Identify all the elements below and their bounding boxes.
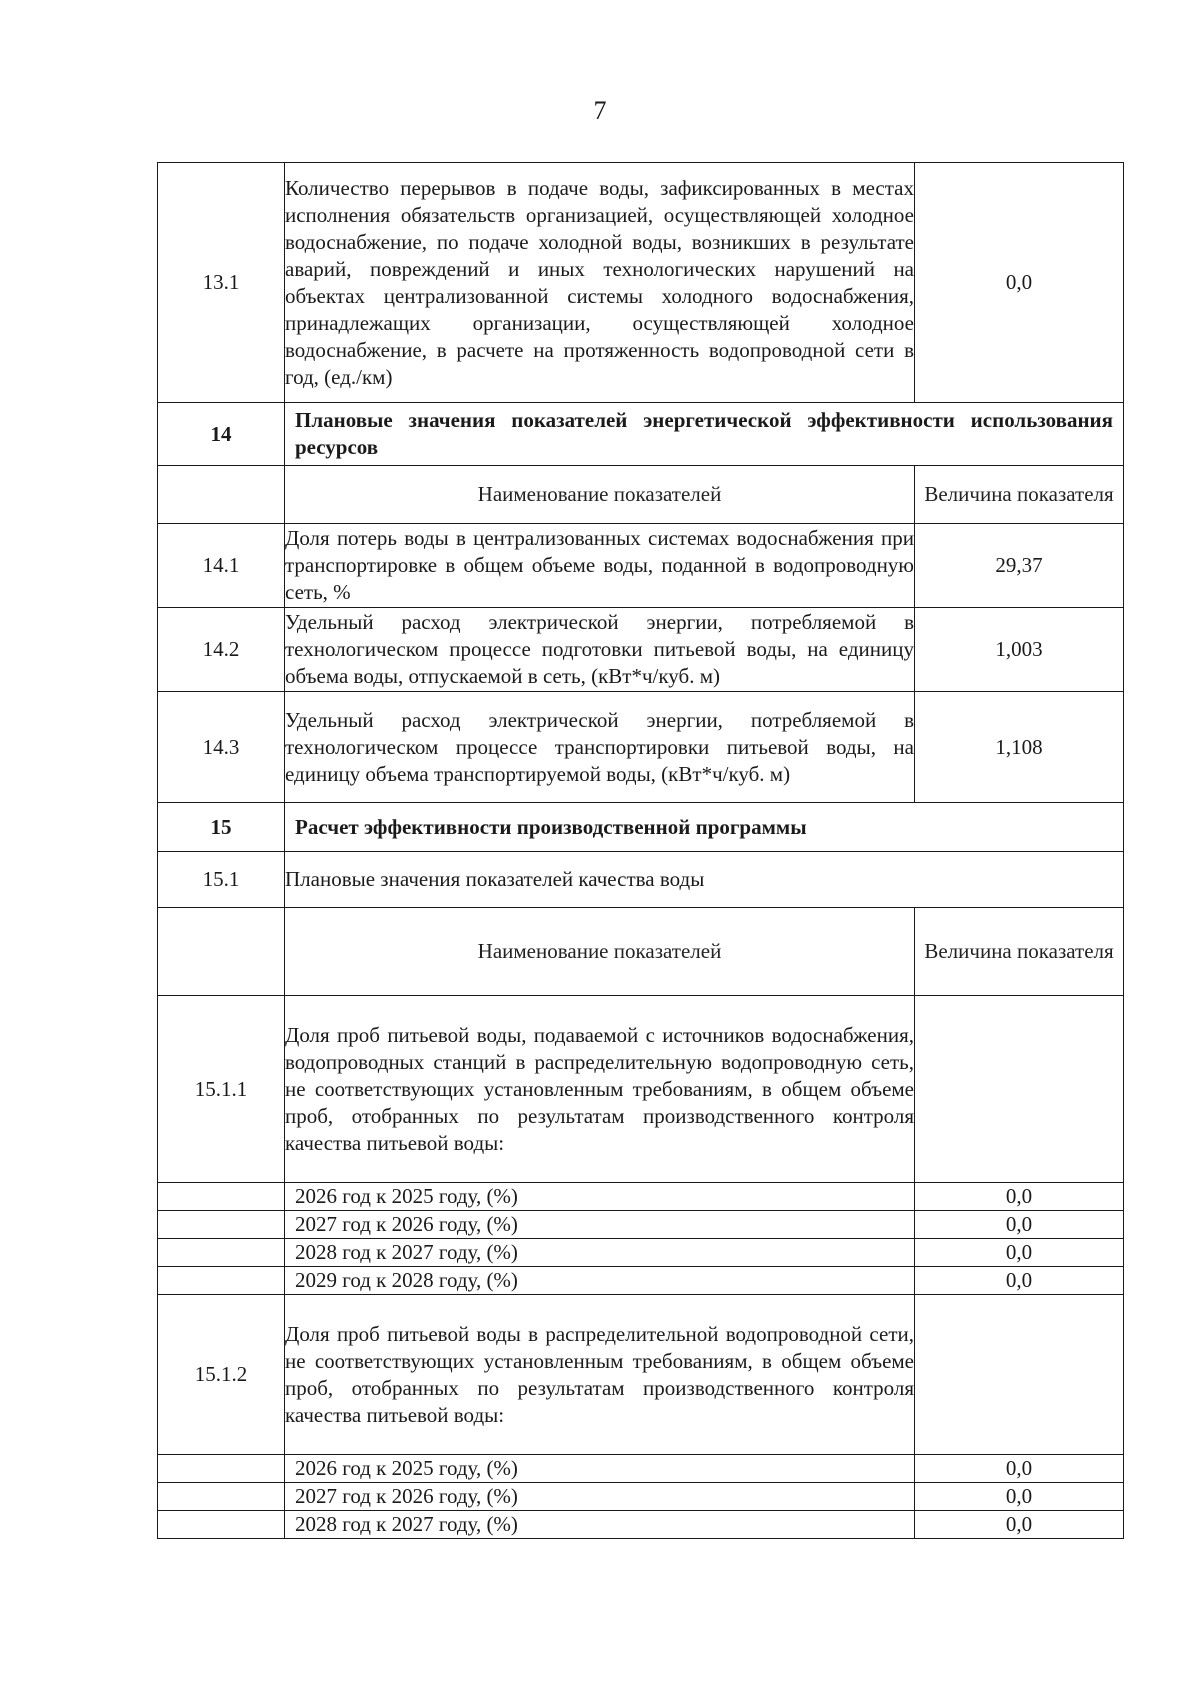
- year-value: 0,0: [915, 1239, 1124, 1267]
- indicator-value: [915, 996, 1124, 1183]
- indicators-table: [157, 162, 1124, 1539]
- indicator-value: 1,003: [915, 608, 1124, 692]
- year-row: [158, 1511, 1124, 1539]
- value-column-header: Величина показателя: [915, 908, 1124, 996]
- section-row: [158, 803, 1124, 852]
- empty-cell: [158, 1455, 285, 1483]
- name-column-header: Наименование показателей: [285, 908, 915, 996]
- year-label: 2028 год к 2027 году, (%): [285, 1511, 915, 1539]
- year-value: 0,0: [915, 1455, 1124, 1483]
- empty-cell: [158, 1267, 285, 1295]
- year-label: 2028 год к 2027 году, (%): [285, 1239, 915, 1267]
- empty-cell: [158, 1511, 285, 1539]
- indicator-name: Удельный расход электрической энергии, потребляемой в технологическом процессе транспортировки питьевой воды, на единицу объема транспортируемой воды, (кВт*ч/куб. м): [285, 692, 915, 803]
- row-number: 15.1.2: [158, 1295, 285, 1455]
- row-number: 14.3: [158, 692, 285, 803]
- name-column-header: Наименование показателей: [285, 466, 915, 524]
- row-number: 13.1: [158, 163, 285, 403]
- indicator-value: [915, 1295, 1124, 1455]
- table-row: [158, 692, 1124, 803]
- section-title: Плановые значения показателей энергетической эффективности использования ресурсов: [285, 403, 1124, 466]
- row-number: 15.1.1: [158, 996, 285, 1183]
- indicator-name: Доля проб питьевой воды, подаваемой с источников водоснабжения, водопроводных станций в распределительную водопроводную сеть, не соответствующих установленным требованиям, в общем объеме проб, отобранных по результатам производственного контроля качества питьевой воды:: [285, 996, 915, 1183]
- year-value: 0,0: [915, 1211, 1124, 1239]
- indicator-value: 1,108: [915, 692, 1124, 803]
- year-label: 2026 год к 2025 году, (%): [285, 1455, 915, 1483]
- indicator-name: Доля проб питьевой воды в распределительной водопроводной сети, не соответствующих установленным требованиям, в общем объеме проб, отобранных по результатам производственного контроля качества питьевой воды:: [285, 1295, 915, 1455]
- table-row: [158, 608, 1124, 692]
- empty-cell: [158, 1239, 285, 1267]
- year-value: 0,0: [915, 1511, 1124, 1539]
- row-number: 15.1: [158, 852, 285, 908]
- header-row: [158, 466, 1124, 524]
- year-label: 2029 год к 2028 году, (%): [285, 1267, 915, 1295]
- year-row: [158, 1211, 1124, 1239]
- table-row: [158, 996, 1124, 1183]
- table-row: [158, 1295, 1124, 1455]
- year-label: 2026 год к 2025 году, (%): [285, 1183, 915, 1211]
- section-number: 14: [158, 403, 285, 466]
- section-number: 15: [158, 803, 285, 852]
- empty-cell: [158, 908, 285, 996]
- indicator-name: Количество перерывов в подаче воды, зафиксированных в местах исполнения обязательств организацией, осуществляющей холодное водоснабжение, по подаче холодной воды, возникших в результате аварий, повреждений и иных технологических нарушений на объектах централизованной системы холодного водоснабжения, принадлежащих организации, осуществляющей холодное водоснабжение, в расчете на протяженность водопроводной сети в год, (ед./км): [285, 163, 915, 403]
- indicator-name: Удельный расход электрической энергии, потребляемой в технологическом процессе подготовки питьевой воды, на единицу объема воды, отпускаемой в сеть, (кВт*ч/куб. м): [285, 608, 915, 692]
- year-label: 2027 год к 2026 году, (%): [285, 1211, 915, 1239]
- year-label: 2027 год к 2026 году, (%): [285, 1483, 915, 1511]
- subsection-title: Плановые значения показателей качества воды: [285, 852, 1124, 908]
- table-row: [158, 163, 1124, 403]
- header-row: [158, 908, 1124, 996]
- year-row: [158, 1267, 1124, 1295]
- page-number: 7: [593, 96, 607, 125]
- value-column-header: Величина показателя: [915, 466, 1124, 524]
- section-title: Расчет эффективности производственной программы: [285, 803, 1124, 852]
- empty-cell: [158, 1211, 285, 1239]
- table-row: [158, 524, 1124, 608]
- indicator-name: Доля потерь воды в централизованных системах водоснабжения при транспортировке в общем объеме воды, поданной в водопроводную сеть, %: [285, 524, 915, 608]
- empty-cell: [158, 466, 285, 524]
- year-value: 0,0: [915, 1483, 1124, 1511]
- table-row: [158, 852, 1124, 908]
- year-row: [158, 1455, 1124, 1483]
- section-row: [158, 403, 1124, 466]
- year-row: [158, 1183, 1124, 1211]
- indicator-value: 29,37: [915, 524, 1124, 608]
- row-number: 14.1: [158, 524, 285, 608]
- year-value: 0,0: [915, 1267, 1124, 1295]
- year-row: [158, 1239, 1124, 1267]
- year-value: 0,0: [915, 1183, 1124, 1211]
- indicator-value: 0,0: [915, 163, 1124, 403]
- row-number: 14.2: [158, 608, 285, 692]
- year-row: [158, 1483, 1124, 1511]
- empty-cell: [158, 1183, 285, 1211]
- empty-cell: [158, 1483, 285, 1511]
